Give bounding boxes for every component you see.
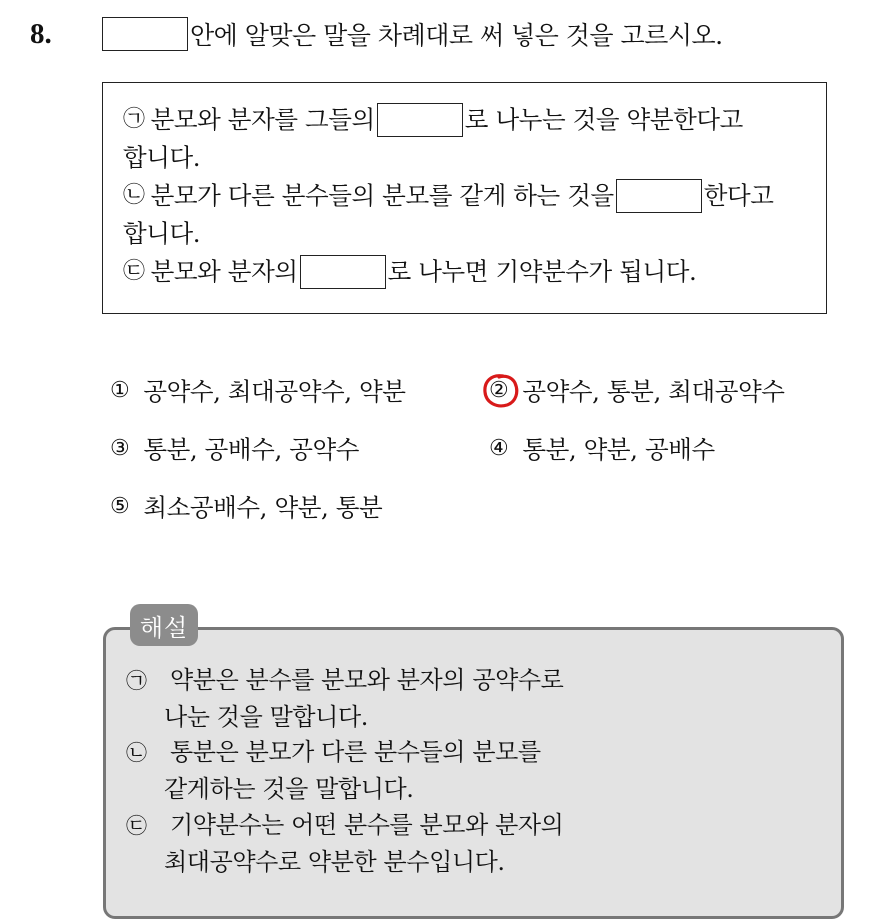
statement-a-cont-text: 합니다. [123,143,201,172]
statement-a-pre: 분모와 분자를 그들의 [150,105,375,134]
choice-3-number: ③ [110,435,130,461]
explanation-b-line1: 통분은 분모가 다른 분수들의 분모를 [170,738,541,766]
statement-b-post: 한다고 [703,181,774,210]
question-number: 8. [30,17,52,50]
explanation-a-line2: 나눈 것을 말합니다. [164,703,368,731]
explanation-marker-a: ㉠ [126,669,147,693]
choice-4-number: ④ [489,435,509,461]
choice-3[interactable] [110,428,359,468]
choice-4-text: 통분, 약분, 공배수 [522,434,715,464]
statement-b-cont-text: 합니다. [123,219,201,248]
statement-b-pre: 분모가 다른 분수들의 분모를 같게 하는 것을 [150,181,614,210]
statement-a [123,101,808,139]
choice-1[interactable] [110,370,406,410]
question-prompt: 안에 알맞은 말을 차례대로 써 넣은 것을 고르시오. [190,21,723,50]
marker-a: ㉠ [123,107,145,132]
choice-1-number: ① [110,377,130,403]
choice-2-number [489,378,508,403]
choice-2-text: 공약수, 통분, 최대공약수 [522,376,785,406]
statement-b [123,177,808,215]
choice-5-number: ⑤ [110,493,130,519]
marker-b: ㉡ [123,183,145,208]
choice-2-number-text: ② [489,377,509,403]
statement-a-cont [123,139,808,177]
statement-c-post: 로 나누면 기약분수가 됩니다. [387,257,697,286]
statement-a-post: 로 나누는 것을 약분한다고 [464,105,743,134]
explanation-item-b [126,734,541,807]
choice-5-text: 최소공배수, 약분, 통분 [143,492,383,522]
statement-c-pre: 분모와 분자의 [150,257,298,286]
statement-c [123,253,808,291]
blank-box [102,17,188,51]
explanation-b-line2: 같게하는 것을 말합니다. [164,775,414,803]
explanation-marker-c: ㉢ [126,814,147,838]
statement-a-blank [377,103,463,137]
explanation-marker-b: ㉡ [126,741,147,765]
choice-2[interactable] [489,370,785,410]
explanation-item-c [126,807,563,880]
choice-3-text: 통분, 공배수, 공약수 [143,434,360,464]
statement-c-blank [300,255,386,289]
explanation-box [103,627,844,919]
statement-b-blank [616,179,702,213]
explanation-tab: 해설 [130,604,198,646]
explanation-a-line1: 약분은 분수를 분모와 분자의 공약수로 [170,666,564,694]
explanation-c-line1: 기약분수는 어떤 분수를 분모와 분자의 [170,811,564,839]
explanation-c-line2: 최대공약수로 약분한 분수입니다. [164,848,505,876]
explanation-item-a [126,662,563,735]
choice-1-text: 공약수, 최대공약수, 약분 [143,376,406,406]
marker-c: ㉢ [123,259,145,284]
choice-4[interactable] [489,428,715,468]
choice-5[interactable] [110,486,382,526]
statement-b-cont [123,215,808,253]
question-header [30,14,723,54]
statement-box [102,82,827,314]
